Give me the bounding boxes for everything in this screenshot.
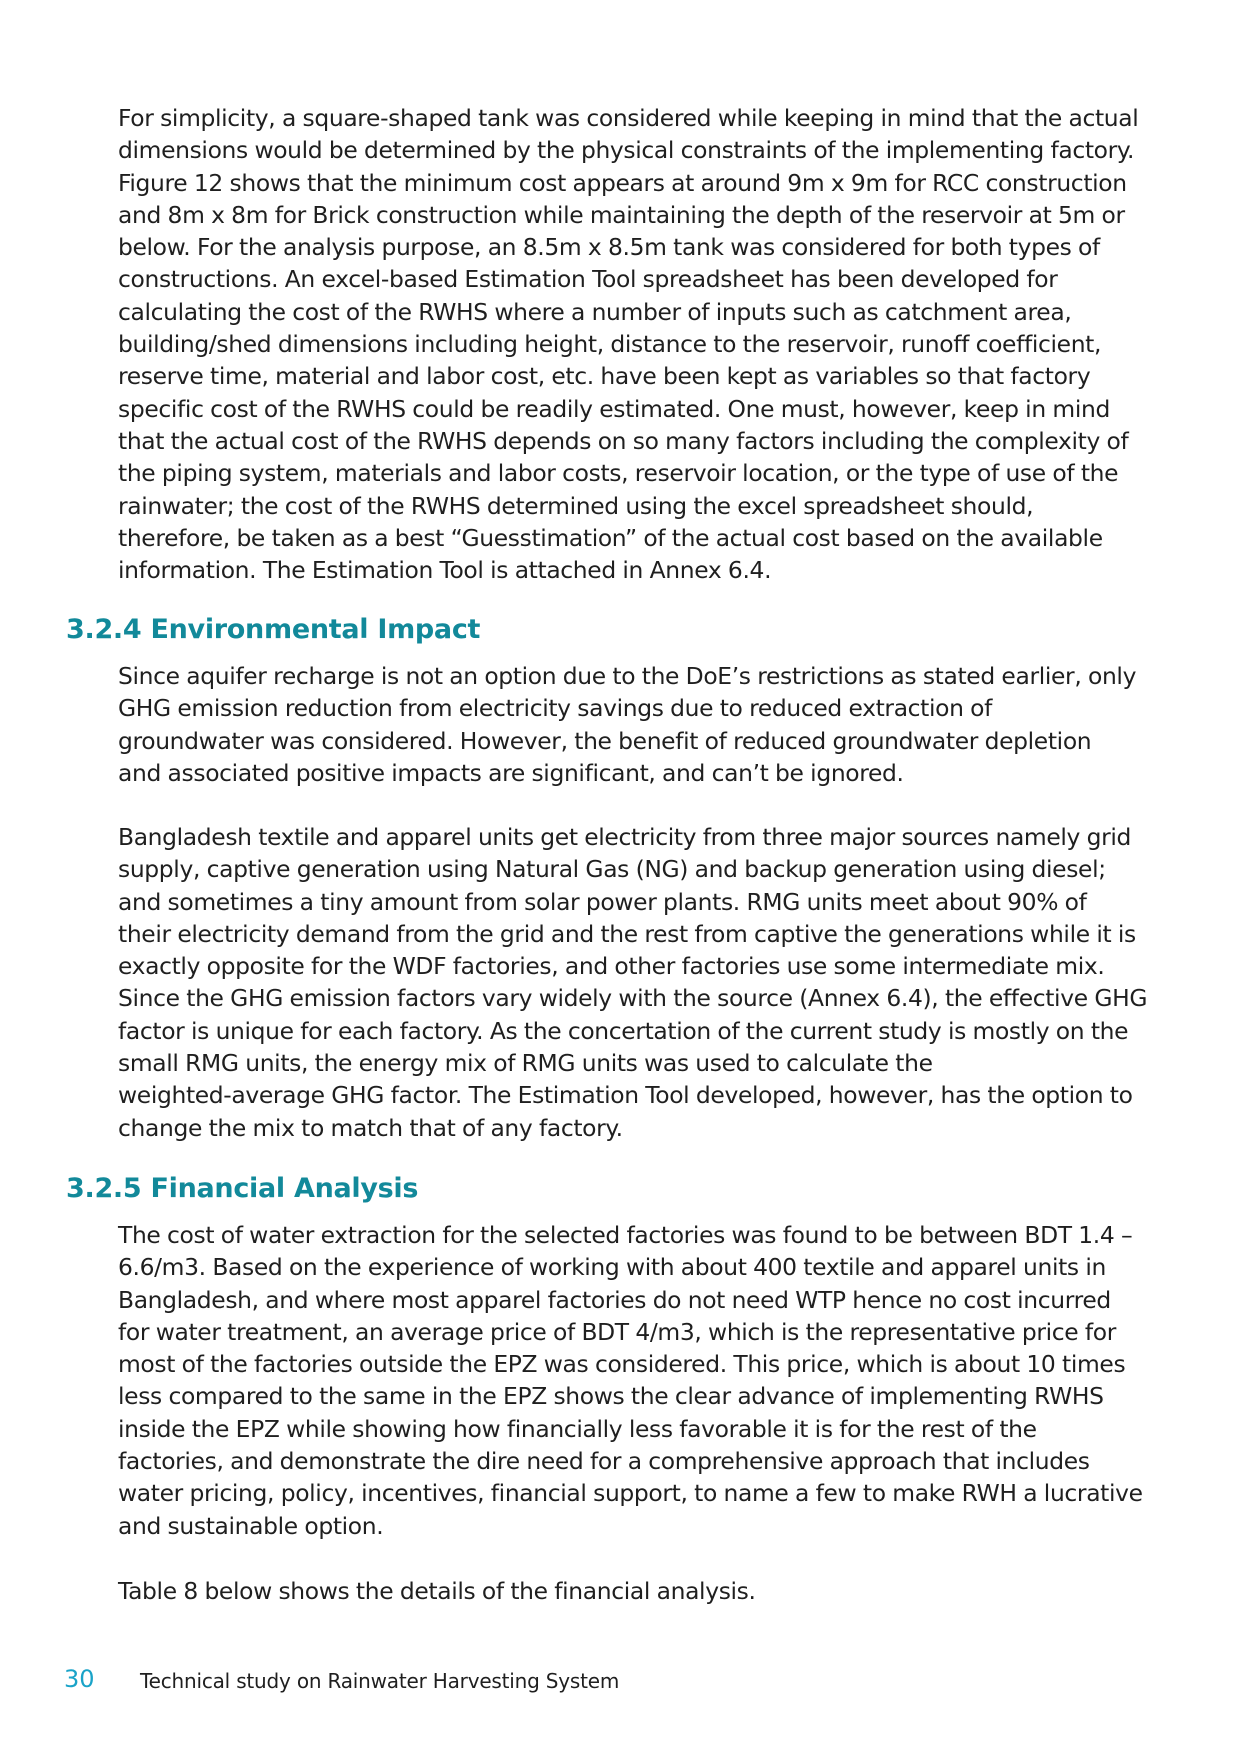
page-number: 30 <box>64 1665 95 1693</box>
text-line: groundwater was considered. However, the benefit of reduced groundwater depletion <box>118 726 1092 755</box>
paragraph-financial-analysis <box>118 1219 1178 1542</box>
paragraph-table-reference <box>118 1575 1178 1607</box>
text-line: 6.6/m3. Based on the experience of working with about 400 textile and apparel units in <box>118 1253 1106 1282</box>
text-line: Since aquifer recharge is not an option due to the DoE’s restrictions as stated earlier, only <box>118 662 1137 690</box>
text-line: that the actual cost of the RWHS depends on so many factors including the complexity of <box>118 426 1129 455</box>
text-line: factories, and demonstrate the dire need for a comprehensive approach that includes <box>118 1447 1090 1476</box>
text-line: factor is unique for each factory. As the concertation of the current study is mostly on the <box>118 1016 1129 1045</box>
text-line: Table 8 below shows the details of the financial analysis. <box>118 1577 756 1605</box>
text-line: GHG emission reduction from electricity savings due to reduced extraction of <box>118 694 993 723</box>
text-line: reserve time, material and labor cost, etc. have been kept as variables so that factory <box>118 362 1091 391</box>
text-line: building/shed dimensions including height, distance to the reservoir, runoff coefficient, <box>118 330 1102 359</box>
text-line: exactly opposite for the WDF factories, and other factories use some intermediate mix. <box>118 952 1105 981</box>
text-line: weighted-average GHG factor. The Estimation Tool developed, however, has the option to <box>118 1081 1133 1110</box>
text-line: and 8m x 8m for Brick construction while maintaining the depth of the reservoir at 5m or <box>118 200 1125 229</box>
text-line: less compared to the same in the EPZ shows the clear advance of implementing RWHS <box>118 1382 1104 1411</box>
footer-document-title: Technical study on Rainwater Harvesting System <box>140 1669 620 1693</box>
text-line: information. The Estimation Tool is attached in Annex 6.4. <box>118 556 772 585</box>
text-line: calculating the cost of the RWHS where a number of inputs such as catchment area, <box>118 297 1072 326</box>
text-line: below. For the analysis purpose, an 8.5m x 8.5m tank was considered for both types of <box>118 233 1100 262</box>
paragraph-electricity-sources <box>118 821 1178 1144</box>
text-line: constructions. An excel-based Estimation Tool spreadsheet has been developed for <box>118 265 1058 294</box>
text-line: For simplicity, a square-shaped tank was considered while keeping in mind that the actual <box>118 104 1139 132</box>
text-line: and sustainable option. <box>118 1511 384 1540</box>
text-line: most of the factories outside the EPZ was considered. This price, which is about 10 times <box>118 1350 1126 1379</box>
text-line: small RMG units, the energy mix of RMG units was used to calculate the <box>118 1049 933 1078</box>
section-heading-financial-analysis: 3.2.5 Financial Analysis <box>66 1173 419 1204</box>
text-line: The cost of water extraction for the selected factories was found to be between BDT 1.4 – <box>118 1221 1133 1249</box>
text-line: dimensions would be determined by the physical constraints of the implementing factory. <box>118 136 1135 165</box>
paragraph-environmental-impact <box>118 660 1178 789</box>
text-line: rainwater; the cost of the RWHS determined using the excel spreadsheet should, <box>118 491 1034 520</box>
section-heading-environmental-impact: 3.2.4 Environmental Impact <box>66 614 481 645</box>
paragraph-tank-cost <box>118 102 1178 586</box>
text-line: and sometimes a tiny amount from solar power plants. RMG units meet about 90% of <box>118 887 1087 916</box>
text-line: for water treatment, an average price of BDT 4/m3, which is the representative price for <box>118 1317 1116 1346</box>
text-line: Bangladesh textile and apparel units get electricity from three major sources namely grid <box>118 823 1132 851</box>
text-line: change the mix to match that of any factory. <box>118 1113 623 1142</box>
text-line: therefore, be taken as a best “Guesstimation” of the actual cost based on the available <box>118 523 1103 552</box>
text-line: supply, captive generation using Natural Gas (NG) and backup generation using diesel; <box>118 855 1106 884</box>
text-line: and associated positive impacts are significant, and can’t be ignored. <box>118 758 904 787</box>
text-line: water pricing, policy, incentives, financial support, to name a few to make RWH a lucrative <box>118 1479 1143 1508</box>
text-line: the piping system, materials and labor costs, reservoir location, or the type of use of the <box>118 459 1119 488</box>
text-line: Bangladesh, and where most apparel factories do not need WTP hence no cost incurred <box>118 1285 1111 1314</box>
text-line: specific cost of the RWHS could be readily estimated. One must, however, keep in mind <box>118 394 1110 423</box>
text-line: inside the EPZ while showing how financially less favorable it is for the rest of the <box>118 1414 1037 1443</box>
text-line: Figure 12 shows that the minimum cost appears at around 9m x 9m for RCC construction <box>118 168 1127 197</box>
text-line: Since the GHG emission factors vary widely with the source (Annex 6.4), the effective GHG <box>118 984 1148 1013</box>
text-line: their electricity demand from the grid and the rest from captive the generations while it is <box>118 919 1136 948</box>
